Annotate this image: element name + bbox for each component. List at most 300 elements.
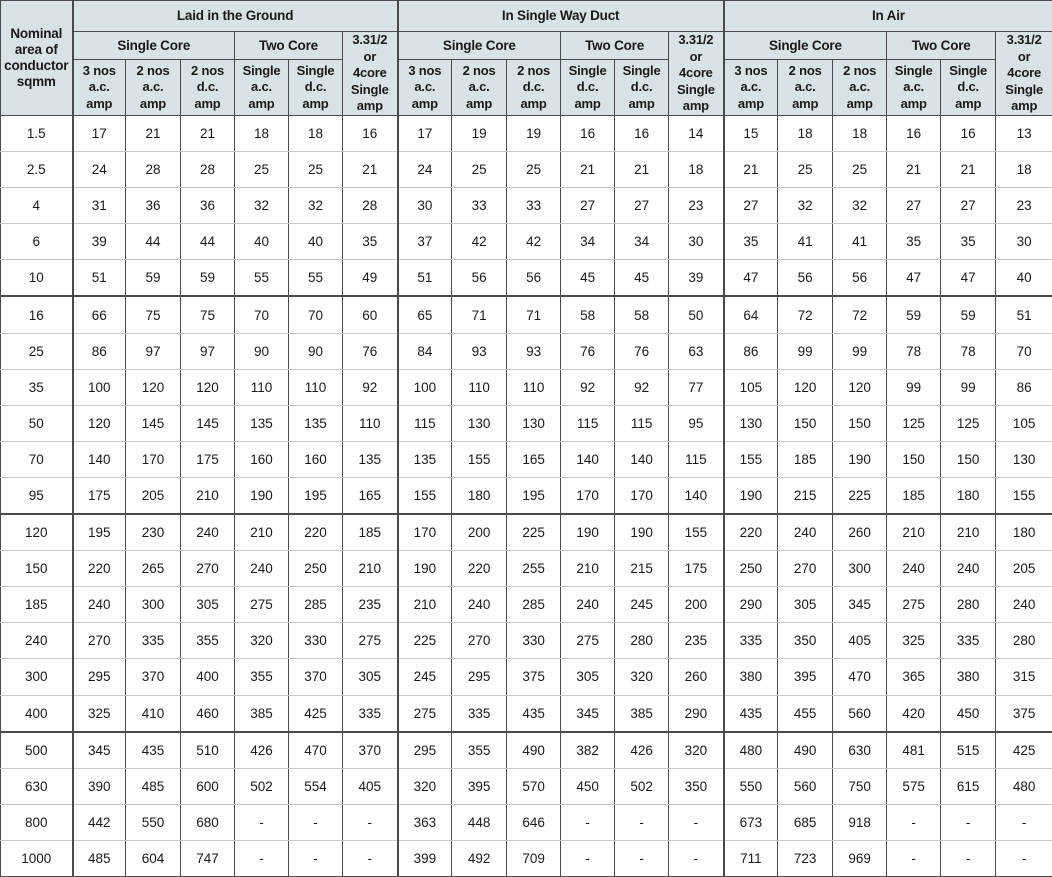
rating-cell: 210 [398,587,452,623]
rating-cell: 18 [235,116,289,152]
header-line: d.c. [561,79,614,96]
rating-cell: 180 [452,477,507,514]
rating-cell: 56 [452,260,507,297]
rating-cell: 37 [398,224,452,260]
rating-cell: 180 [996,514,1052,551]
rating-cell: 260 [833,514,887,551]
rating-cell: 550 [126,804,181,840]
subgroup-two-core-ground: Two Core [235,32,343,60]
header-line: amp [74,96,126,113]
rating-cell: 170 [561,477,615,514]
table-row [1,369,1052,405]
rating-cell: 39 [669,260,724,297]
rating-cell: 40 [996,260,1052,297]
column-header-air-3 [887,60,941,116]
rating-cell: 75 [181,296,235,333]
rating-cell: 240 [235,551,289,587]
rating-cell: 30 [398,188,452,224]
conductor-area-cell: 185 [1,587,73,623]
column-header-air-2 [833,60,887,116]
rating-cell: 385 [235,695,289,732]
rating-cell: 135 [289,405,343,441]
header-line: Single [235,63,288,80]
header-line: d.c. [941,79,995,96]
rating-cell: 44 [126,224,181,260]
table-body [1,116,1052,877]
rating-cell: 450 [561,768,615,804]
rating-cell: 711 [724,840,778,876]
rating-cell: 16 [941,116,996,152]
header-line: Single [561,63,614,80]
rating-cell: 320 [615,659,669,695]
rating-cell: 17 [73,116,126,152]
rating-cell: 448 [452,804,507,840]
rating-cell: 16 [561,116,615,152]
rating-cell: 130 [507,405,561,441]
rating-cell: 32 [235,188,289,224]
rating-cell: 120 [126,369,181,405]
multi-core-header-air [996,32,1052,116]
table-row [1,405,1052,441]
rating-cell: 33 [507,188,561,224]
rating-cell: 76 [343,333,398,369]
column-header-ground-0 [73,60,126,116]
rating-cell: 330 [289,623,343,659]
header-line: conductor [1,58,72,74]
header-line: amp [181,96,234,113]
rating-cell: 36 [181,188,235,224]
rating-cell: 240 [561,587,615,623]
rating-cell: 320 [398,768,452,804]
header-line: a.c. [725,79,778,96]
rating-cell: 18 [778,116,833,152]
rating-cell: 435 [507,695,561,732]
rating-cell: 170 [398,514,452,551]
rating-cell: 19 [452,116,507,152]
conductor-area-cell: 2.5 [1,152,73,188]
header-line: Single [996,82,1052,99]
rating-cell: 363 [398,804,452,840]
rating-cell: 385 [615,695,669,732]
rating-cell: - [669,840,724,876]
rating-cell: 200 [452,514,507,551]
rating-cell: 175 [73,477,126,514]
rating-cell: 560 [778,768,833,804]
rating-cell: 31 [73,188,126,224]
header-line: 2 nos [452,63,506,80]
column-header-duct-0 [398,60,452,116]
rating-cell: 300 [833,551,887,587]
rating-cell: 56 [833,260,887,297]
rating-cell: 92 [561,369,615,405]
column-header-air-1 [778,60,833,116]
subgroup-single-core-duct: Single Core [398,32,561,60]
rating-cell: 240 [941,551,996,587]
rating-cell: 195 [73,514,126,551]
rating-cell: 410 [126,695,181,732]
conductor-area-cell: 50 [1,405,73,441]
rating-cell: 470 [833,659,887,695]
rating-cell: 575 [887,768,941,804]
header-line: Single [289,63,342,80]
rating-cell: 425 [289,695,343,732]
rating-cell: 63 [669,333,724,369]
rating-cell: 300 [126,587,181,623]
rating-cell: 490 [507,732,561,769]
rating-cell: 382 [561,732,615,769]
rating-cell: 135 [235,405,289,441]
conductor-area-cell: 630 [1,768,73,804]
rating-cell: 155 [724,441,778,477]
rating-cell: 59 [126,260,181,297]
rating-cell: 32 [289,188,343,224]
rating-cell: 58 [561,296,615,333]
rating-cell: 30 [669,224,724,260]
rating-cell: 250 [724,551,778,587]
rating-cell: 375 [507,659,561,695]
rating-cell: 390 [73,768,126,804]
rating-cell: 355 [181,623,235,659]
rating-cell: 140 [615,441,669,477]
rating-cell: 145 [181,405,235,441]
group-header-air: In Air [724,1,1052,32]
rating-cell: - [289,840,343,876]
header-line: 2 nos [507,63,560,80]
column-header-duct-3 [561,60,615,116]
rating-cell: 99 [778,333,833,369]
rating-cell: 560 [833,695,887,732]
table-row [1,152,1052,188]
rating-cell: 380 [941,659,996,695]
header-line: 2 nos [833,63,886,80]
rating-cell: 120 [833,369,887,405]
header-line: 2 nos [778,63,832,80]
rating-cell: 685 [778,804,833,840]
rating-cell: 99 [833,333,887,369]
header-line: amp [452,96,506,113]
rating-cell: 86 [73,333,126,369]
rating-cell: 150 [833,405,887,441]
header-line: 2 nos [181,63,234,80]
rating-cell: 470 [289,732,343,769]
rating-cell: 17 [398,116,452,152]
table-row [1,260,1052,297]
rating-cell: 140 [561,441,615,477]
header-line: amp [507,96,560,113]
rating-cell: 75 [126,296,181,333]
table-row [1,840,1052,876]
table-row [1,188,1052,224]
rating-cell: 44 [181,224,235,260]
rating-cell: 45 [615,260,669,297]
conductor-area-cell: 150 [1,551,73,587]
rating-cell: 570 [507,768,561,804]
rating-cell: 18 [289,116,343,152]
rating-cell: 709 [507,840,561,876]
rating-cell: 21 [615,152,669,188]
rating-cell: - [669,804,724,840]
rating-cell: 56 [778,260,833,297]
rating-cell: 405 [343,768,398,804]
rating-cell: 72 [778,296,833,333]
table-row [1,477,1052,514]
rating-cell: 490 [778,732,833,769]
conductor-area-cell: 300 [1,659,73,695]
rating-cell: - [235,840,289,876]
rating-cell: 130 [452,405,507,441]
rating-cell: 150 [941,441,996,477]
rating-cell: 230 [126,514,181,551]
rating-cell: - [887,840,941,876]
subgroup-single-core-ground: Single Core [73,32,235,60]
rating-cell: 275 [561,623,615,659]
rating-cell: 190 [235,477,289,514]
conductor-area-cell: 120 [1,514,73,551]
rating-cell: 335 [452,695,507,732]
rating-cell: 280 [615,623,669,659]
rating-cell: 65 [398,296,452,333]
rating-cell: 270 [181,551,235,587]
rating-cell: 155 [398,477,452,514]
table-row [1,551,1052,587]
rating-cell: 41 [833,224,887,260]
rating-cell: 305 [181,587,235,623]
rating-cell: 235 [343,587,398,623]
conductor-area-cell: 4 [1,188,73,224]
rating-cell: - [561,804,615,840]
rating-cell: 435 [724,695,778,732]
header-line: a.c. [887,79,940,96]
rating-cell: 200 [669,587,724,623]
rating-cell: 515 [941,732,996,769]
column-header-ground-4 [289,60,343,116]
rating-cell: 426 [615,732,669,769]
rating-cell: 100 [398,369,452,405]
header-line: d.c. [507,79,560,96]
rating-cell: 110 [343,405,398,441]
rating-cell: 49 [343,260,398,297]
rating-cell: 35 [941,224,996,260]
header-line: 3 nos [74,63,126,80]
header-line: 4core [996,65,1052,82]
rating-cell: 32 [778,188,833,224]
conductor-area-cell: 35 [1,369,73,405]
rating-cell: - [561,840,615,876]
rating-cell: 485 [126,768,181,804]
rating-cell: 355 [452,732,507,769]
rating-cell: 36 [126,188,181,224]
rating-cell: 71 [452,296,507,333]
rating-cell: 125 [887,405,941,441]
rating-cell: 275 [887,587,941,623]
rating-cell: 165 [343,477,398,514]
rating-cell: 747 [181,840,235,876]
rating-cell: - [887,804,941,840]
header-line: sqmm [1,74,72,90]
rating-cell: 90 [289,333,343,369]
rating-cell: 72 [833,296,887,333]
header-line: Nominal [1,26,72,42]
rating-cell: 210 [887,514,941,551]
header-line: a.c. [778,79,832,96]
rating-cell: 195 [507,477,561,514]
rating-cell: - [343,804,398,840]
rating-cell: 455 [778,695,833,732]
table-header [1,1,1052,116]
rating-cell: 18 [996,152,1052,188]
rating-cell: - [941,804,996,840]
rating-cell: 51 [996,296,1052,333]
rating-cell: 16 [887,116,941,152]
rating-cell: 27 [941,188,996,224]
column-header-duct-1 [452,60,507,116]
rating-cell: 28 [181,152,235,188]
rating-cell: 285 [289,587,343,623]
rating-cell: 673 [724,804,778,840]
header-line: Single [887,63,940,80]
rating-cell: 205 [126,477,181,514]
rating-cell: 115 [561,405,615,441]
rating-cell: 220 [724,514,778,551]
rating-cell: 59 [181,260,235,297]
rating-cell: 35 [887,224,941,260]
rating-cell: 130 [996,441,1052,477]
conductor-area-cell: 800 [1,804,73,840]
header-line: amp [235,96,288,113]
rating-cell: 969 [833,840,887,876]
rating-cell: 28 [126,152,181,188]
rating-cell: 16 [343,116,398,152]
table-row [1,333,1052,369]
rating-cell: 92 [615,369,669,405]
rating-cell: 18 [833,116,887,152]
rating-cell: 600 [181,768,235,804]
rating-cell: 33 [452,188,507,224]
rating-cell: 350 [669,768,724,804]
rating-cell: 275 [343,623,398,659]
conductor-area-cell: 95 [1,477,73,514]
rating-cell: 225 [398,623,452,659]
rating-cell: 24 [73,152,126,188]
rating-cell: 47 [724,260,778,297]
rating-cell: 395 [778,659,833,695]
rating-cell: 86 [996,369,1052,405]
rating-cell: 19 [507,116,561,152]
rating-cell: 260 [669,659,724,695]
rating-cell: 480 [996,768,1052,804]
rating-cell: 51 [73,260,126,297]
rating-cell: 480 [724,732,778,769]
rating-cell: 240 [73,587,126,623]
rating-cell: 170 [126,441,181,477]
rating-cell: 150 [778,405,833,441]
rating-cell: 630 [833,732,887,769]
rating-cell: 305 [778,587,833,623]
rating-cell: 160 [235,441,289,477]
rating-cell: 27 [615,188,669,224]
rating-cell: 135 [343,441,398,477]
rating-cell: 160 [289,441,343,477]
rating-cell: 195 [289,477,343,514]
conductor-area-cell: 70 [1,441,73,477]
rating-cell: 275 [398,695,452,732]
table-row [1,768,1052,804]
rating-cell: 205 [996,551,1052,587]
header-line: or [343,49,397,66]
rating-cell: 25 [452,152,507,188]
rating-cell: 39 [73,224,126,260]
rating-cell: 604 [126,840,181,876]
rating-cell: 170 [615,477,669,514]
header-line: d.c. [615,79,668,96]
header-line: 4core [669,65,723,82]
rating-cell: 21 [561,152,615,188]
rating-cell: 185 [887,477,941,514]
header-line: 3 nos [399,63,452,80]
rating-cell: 185 [343,514,398,551]
rating-cell: 27 [887,188,941,224]
rating-cell: 370 [289,659,343,695]
rating-cell: 140 [669,477,724,514]
rating-cell: 23 [669,188,724,224]
header-line: amp [778,96,832,113]
rating-cell: 370 [126,659,181,695]
rating-cell: 59 [887,296,941,333]
rating-cell: 27 [724,188,778,224]
rating-cell: 325 [887,623,941,659]
table-row [1,623,1052,659]
group-header-ground: Laid in the Ground [73,1,398,32]
rating-cell: 150 [887,441,941,477]
rating-cell: 140 [73,441,126,477]
rating-cell: 190 [398,551,452,587]
header-line: 3 nos [725,63,778,80]
rating-cell: 93 [507,333,561,369]
rating-cell: 270 [452,623,507,659]
rating-cell: 723 [778,840,833,876]
rating-cell: 225 [507,514,561,551]
rating-cell: 120 [181,369,235,405]
rating-cell: 365 [887,659,941,695]
rating-cell: 97 [181,333,235,369]
conductor-area-cell: 400 [1,695,73,732]
rating-cell: 145 [126,405,181,441]
rating-cell: 320 [669,732,724,769]
header-line: amp [126,96,180,113]
rating-cell: 280 [996,623,1052,659]
rating-cell: 175 [181,441,235,477]
rating-cell: 426 [235,732,289,769]
header-line: a.c. [833,79,886,96]
rating-cell: 240 [181,514,235,551]
rating-cell: 97 [126,333,181,369]
group-header-duct: In Single Way Duct [398,1,724,32]
column-header-duct-2 [507,60,561,116]
rating-cell: 70 [235,296,289,333]
table-row [1,224,1052,260]
rating-cell: 680 [181,804,235,840]
conductor-area-cell: 240 [1,623,73,659]
table-row [1,514,1052,551]
rating-cell: 155 [669,514,724,551]
header-line: amp [343,98,397,115]
rating-cell: 400 [181,659,235,695]
header-line: 2 nos [126,63,180,80]
rating-cell: 425 [996,732,1052,769]
rating-cell: 380 [724,659,778,695]
rating-cell: 42 [507,224,561,260]
rating-cell: 335 [941,623,996,659]
